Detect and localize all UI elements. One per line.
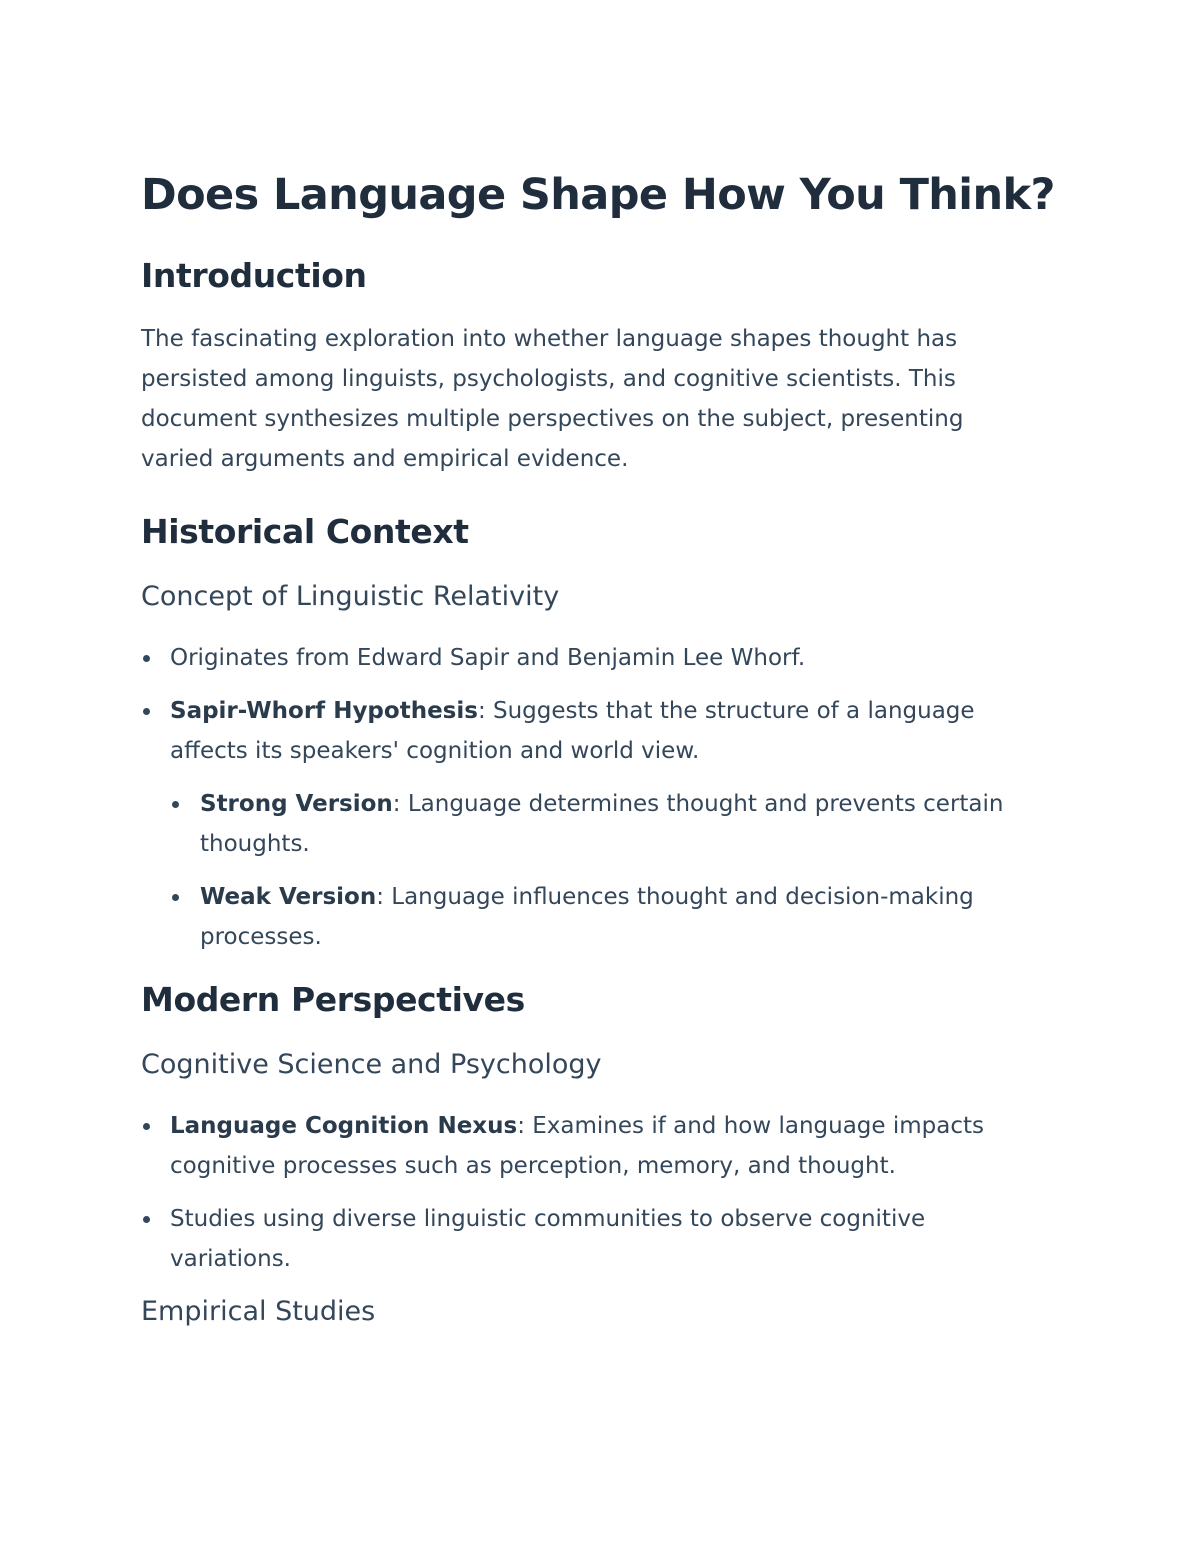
list-item-text: Studies using diverse linguistic communities to observe cognitive variations. xyxy=(170,1206,926,1272)
list-item xyxy=(141,691,1020,771)
page-title: Does Language Shape How You Think? xyxy=(141,170,1055,220)
list-item-text: : Suggests that the structure of a language affects its speakers' cognition and world view. xyxy=(170,698,975,764)
list-item xyxy=(141,638,1020,678)
subheading-empirical-studies: Empirical Studies xyxy=(141,1296,376,1327)
list-item-text: : Examines if and how language impacts cognitive processes such as perception, memory, and thought. xyxy=(170,1113,984,1179)
bullet-icon xyxy=(143,1216,150,1223)
modern-perspectives-list xyxy=(141,1106,1200,1279)
bullet-icon xyxy=(143,708,150,715)
bullet-icon xyxy=(143,1123,150,1130)
list-item xyxy=(141,1106,1020,1186)
bullet-icon xyxy=(172,894,179,901)
nested-list-item xyxy=(141,877,1050,957)
historical-context-list xyxy=(141,638,1200,957)
list-item-text: Originates from Edward Sapir and Benjamin Lee Whorf. xyxy=(170,645,806,671)
heading-introduction: Introduction xyxy=(141,256,367,295)
list-item-term: Language Cognition Nexus xyxy=(170,1113,518,1139)
list-item-term: Strong Version xyxy=(200,791,393,817)
list-item-text: : Language determines thought and prevents certain thoughts. xyxy=(200,791,1004,857)
list-item xyxy=(141,1199,1020,1279)
heading-historical-context: Historical Context xyxy=(141,512,469,551)
list-item-term: Sapir-Whorf Hypothesis xyxy=(170,698,478,724)
subheading-cognitive-science: Cognitive Science and Psychology xyxy=(141,1049,602,1080)
bullet-icon xyxy=(143,655,150,662)
subheading-linguistic-relativity: Concept of Linguistic Relativity xyxy=(141,581,560,612)
nested-list-item xyxy=(141,784,1050,864)
list-item-term: Weak Version xyxy=(200,884,377,910)
introduction-paragraph: The fascinating exploration into whether language shapes thought has persisted among linguists, psychologists, and cognitive scientists. This document synthesizes multiple perspectives on the subject, presenting varied arguments and empirical evidence. xyxy=(141,326,964,472)
heading-modern-perspectives: Modern Perspectives xyxy=(141,980,525,1019)
bullet-icon xyxy=(172,801,179,808)
list-item-text: : Language influences thought and decision-making processes. xyxy=(200,884,974,950)
